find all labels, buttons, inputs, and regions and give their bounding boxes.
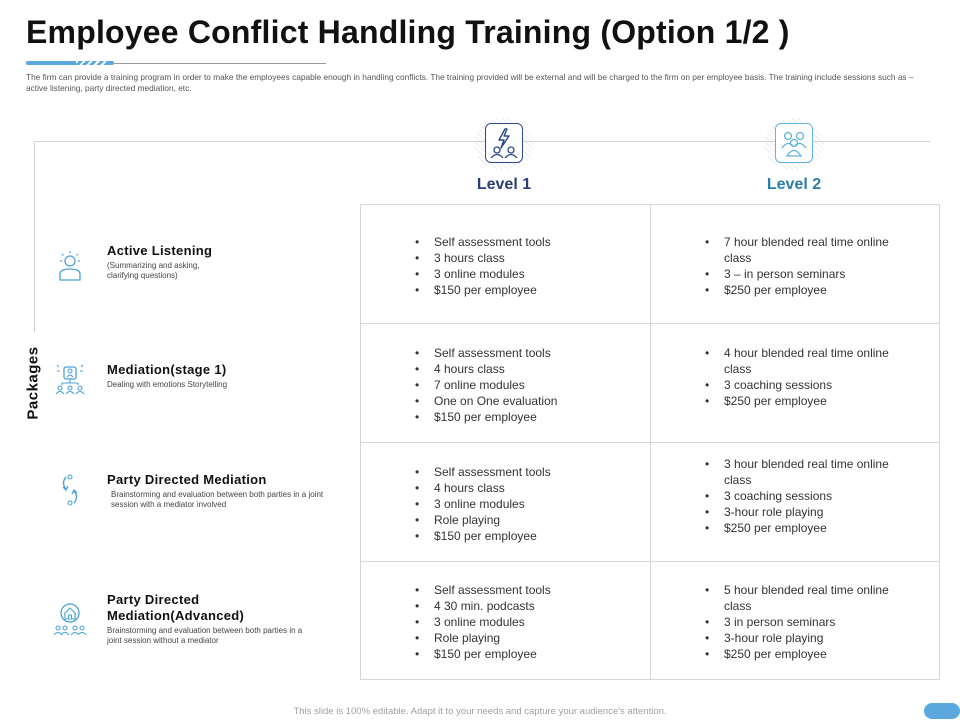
list-item: • Role playing [415, 630, 650, 646]
level-1-header [434, 118, 574, 194]
package-desc: Brainstorming and evaluation between both parties in a joint session with a mediator involved [111, 490, 324, 509]
package-name: Party Directed Mediation [107, 472, 267, 487]
list-item: • 4 30 min. podcasts [415, 598, 650, 614]
table-cell-r2-level1 [361, 324, 651, 443]
list-item: • Self assessment tools [415, 582, 650, 598]
list-item: • 3 – in person seminars [705, 266, 916, 282]
list-item: • $150 per employee [415, 282, 650, 298]
package-desc: (Summarizing and asking, clarifying questions) [107, 261, 200, 280]
list-item: • 4 hours class [415, 361, 650, 377]
table-cell-r2-level2 [651, 324, 940, 443]
list-item: • 5 hour blended real time online class [705, 582, 916, 614]
group-icon [764, 118, 824, 170]
list-item: • 3-hour role playing [705, 630, 916, 646]
list-item: • $250 per employee [705, 520, 916, 536]
exchange-arrows-icon [50, 472, 90, 508]
table-cell-r3-level1 [361, 443, 651, 562]
list-item: • Role playing [415, 512, 650, 528]
list-item: • 3 online modules [415, 266, 650, 282]
page-title: Employee Conflict Handling Training (Option 1/2 ) [26, 14, 790, 50]
intro-text: The firm can provide a training program in order to make the employees capable enough in handling conflicts. The training provided will be external and will be charged to the firm on per employee basis. The training include sessions such as – active listening, party directed mediation, etc. [26, 72, 914, 93]
list-item: • 7 hour blended real time online class [705, 234, 916, 266]
package-desc: Dealing with emotions Storytelling [107, 380, 228, 389]
table-cell-r1-level1 [361, 205, 651, 324]
list-item: • Self assessment tools [415, 464, 650, 480]
list-item: • $250 per employee [705, 282, 916, 298]
level-2-label: Level 2 [766, 176, 822, 193]
footer-note: This slide is 100% editable. Adapt it to your needs and capture your audience's attention. [293, 706, 667, 717]
list-item: • 3 online modules [415, 496, 650, 512]
list-item: • One on One evaluation [415, 393, 650, 409]
package-name: Mediation(stage 1) [107, 362, 227, 377]
list-item: • 3 coaching sessions [705, 377, 916, 393]
list-item: • 3 hours class [415, 250, 650, 266]
title-underline [26, 61, 326, 65]
table-cell-r4-level2 [651, 562, 940, 679]
lightning-team-icon [474, 118, 534, 170]
list-item: • 3 in person seminars [705, 614, 916, 630]
person-idea-icon [50, 247, 90, 283]
level-1-label: Level 1 [476, 176, 532, 193]
slide-badge [924, 703, 960, 719]
list-item: • $150 per employee [415, 409, 650, 425]
list-item: • $150 per employee [415, 646, 650, 662]
side-divider [34, 141, 35, 332]
list-item: • 3-hour role playing [705, 504, 916, 520]
package-desc: Brainstorming and evaluation between both parties in a joint session without a mediator [107, 626, 303, 645]
building-people-icon [50, 600, 90, 636]
list-item: • 3 hour blended real time online class [705, 456, 916, 488]
list-item: • $150 per employee [415, 528, 650, 544]
list-item: • 3 coaching sessions [705, 488, 916, 504]
list-item: • 4 hour blended real time online class [705, 345, 916, 377]
list-item: • Self assessment tools [415, 345, 650, 361]
table-cell-r4-level1 [361, 562, 651, 679]
table-cell-r3-level2 [651, 443, 940, 562]
table-cell-r1-level2 [651, 205, 940, 324]
list-item: • $250 per employee [705, 393, 916, 409]
list-item: • Self assessment tools [415, 234, 650, 250]
mediator-network-icon [50, 360, 90, 396]
list-item: • 7 online modules [415, 377, 650, 393]
list-item: • 4 hours class [415, 480, 650, 496]
list-item: • 3 online modules [415, 614, 650, 630]
level-2-header [724, 118, 864, 194]
list-item: • $250 per employee [705, 646, 916, 662]
packages-label: Packages [24, 346, 42, 420]
package-name: Party Directed Mediation(Advanced) [107, 592, 245, 623]
pricing-table [360, 204, 940, 680]
package-name: Active Listening [107, 243, 213, 258]
